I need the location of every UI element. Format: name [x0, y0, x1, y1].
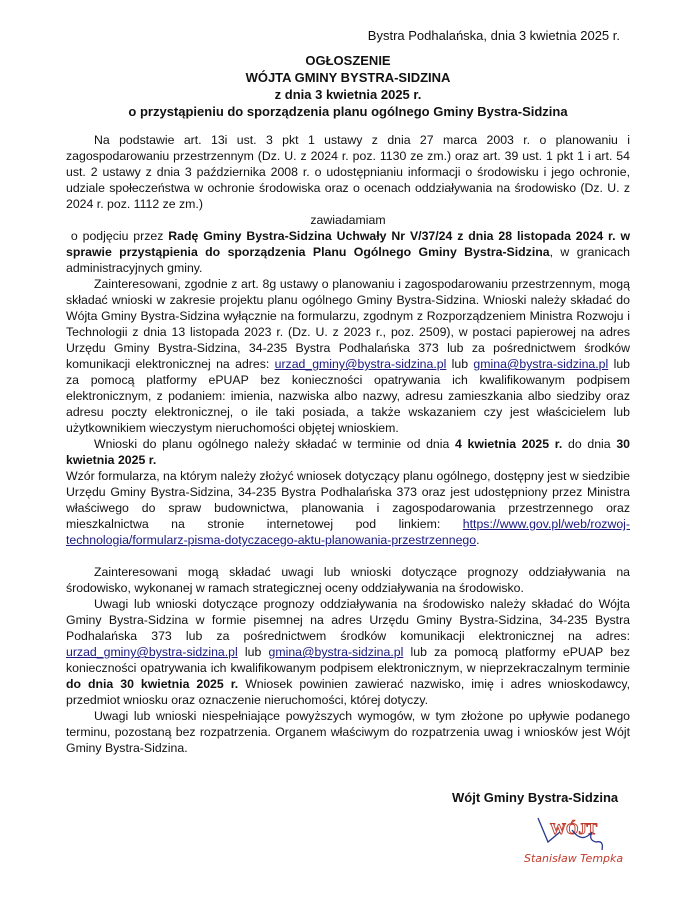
resolution-post: , w granicach administracyjnych gminy. — [66, 245, 631, 275]
forecast-or: lub — [237, 645, 269, 659]
email-link-gmina-2[interactable]: gmina@bystra-sidzina.pl — [268, 645, 404, 659]
notice-verb: zawiadamiam — [310, 213, 386, 227]
email-link-urzad[interactable]: urzad_gminy@bystra-sidzina.pl — [274, 357, 447, 371]
applications-text-2: lub za pomocą platformy ePUAP bez konieczności opatrywania ich kwalifikowanym podpisem elektronicznym, z podaniem: imienia, nazwiska albo nazwy, adresu zamieszkania albo siedziby oraz adresu poczty elektronicznej, o ile taki posiada, a także wskazaniem czy jest właścicielem lub użytkownikiem wieczystym nieruchomości objętej wnioskiem. — [66, 357, 630, 435]
header-date: z dnia 3 kwietnia 2025 r. — [274, 87, 422, 102]
legal-basis-paragraph: Na podstawie art. 13i ust. 3 pkt 1 ustawy z dnia 27 marca 2003 r. o planowaniu i zagospodarowaniu przestrzennym (Dz. U. z 2024 r. poz. 1130 ze zm.) oraz art. 39 ust. 1 pkt 1 i art. 54 ust. 2 ustawy z dnia 3 października 2008 r. o udostępnianiu informacji o środowisku i jego ochronie, udziale społeczeństwa w ochronie środowiska oraz o ocenach oddziaływania na środowisko (Dz. U. z 2024 r. poz. 1112 ze zm.) — [66, 133, 630, 211]
form-text: Wzór formularza, na którym należy złożyć wniosek dotyczący planu ogólnego, dostępny jest w siedzibie Urzędu Gminy Bystra-Sidzina, 34-235 Bystra Podhalańska 373 oraz jest udostępniony przez Ministra właściwego do spraw budownictwa, planowania i zagospodarowania przestrzennego oraz mieszkalnictwa na stronie internetowej pod linkiem: — [66, 469, 630, 531]
header-issuer: WÓJTA GMINY BYSTRA-SIDZINA — [245, 70, 451, 85]
email-link-urzad-2[interactable]: urzad_gminy@bystra-sidzina.pl — [66, 645, 238, 659]
applications-or: lub — [446, 357, 474, 371]
email-link-gmina[interactable]: gmina@bystra-sidzina.pl — [473, 357, 609, 371]
signer-title: Wójt Gminy Bystra-Sidzina — [452, 790, 619, 805]
deadline-paragraph — [66, 436, 630, 468]
deadline-end: 30 kwietnia 2025 r. — [66, 437, 630, 467]
document-header — [0, 52, 696, 120]
deadline-mid: do dnia — [562, 437, 617, 451]
applications-text-1: Zainteresowani, zgodnie z art. 8g ustawy o planowaniu i zagospodarowaniu przestrzennym, mogą składać wnioski w zakresie projektu planu ogólnego Gminy Bystra-Sidzina. Wnioski należy składać do Wójta Gminy Bystra-Sidzina wyłącznie na formularzu, zgodnym z Rozporządzeniem Ministra Rozwoju i Technologii z dnia 13 listopada 2023 r. (Dz. U. z 2023 r., poz. 2509), w postaci papierowej na adres Urzędu Gminy Bystra-Sidzina, 34-235 Bystra Podhalańska 373 lub za pośrednictwem środków komunikacji elektronicznej na adres: — [66, 277, 630, 371]
stamp-name: Stanisław Tempka — [524, 852, 624, 865]
forecast-deadline: do dnia 30 kwietnia 2025 r. — [66, 677, 239, 691]
rejection-paragraph: Uwagi lub wnioski niespełniające powyższych wymogów, w tym złożone po upływie podanego terminu, pozostaną bez rozpatrzenia. Organem właściwym do rozpatrzenia uwag i wniosków jest Wójt Gminy Bystra-Sidzina. — [66, 709, 630, 755]
applications-paragraph — [66, 276, 630, 436]
document-body — [66, 132, 630, 756]
form-end: . — [476, 533, 480, 547]
forecast-text-3: Wniosek powinien zawierać nazwisko, imię i adres wnioskodawcy, przedmiot wniosku oraz oznaczenie nieruchomości, której dotyczy. — [66, 677, 631, 707]
resolution-pre: o podjęciu przez — [70, 229, 169, 243]
deadline-pre: Wnioski do planu ogólnego należy składać w terminie od dnia — [94, 437, 456, 451]
resolution-paragraph — [66, 228, 630, 276]
resolution-title: Radę Gminy Bystra-Sidzina Uchwały Nr V/37/24 z dnia 28 listopada 2024 r. w sprawie przystąpienia do sporządzenia Planu Ogólnego Gminy Bystra-Sidzina — [66, 229, 631, 259]
signature-stamp — [520, 812, 650, 872]
forecast-text-2: lub za pomocą platformy ePUAP bez konieczności opatrywania ich kwalifikowanym podpisem elektronicznym, w nieprzekraczalnym terminie — [66, 645, 630, 675]
header-subject: o przystąpieniu do sporządzenia planu ogólnego Gminy Bystra-Sidzina — [128, 104, 568, 119]
stamp-graphic — [520, 812, 650, 872]
deadline-start: 4 kwietnia 2025 r. — [455, 437, 563, 451]
header-title: OGŁOSZENIE — [305, 53, 391, 68]
forecast-paragraph: Zainteresowani mogą składać uwagi lub wnioski dotyczące prognozy oddziaływania na środowisko, wykonanej w ramach strategicznej oceny oddziaływania na środowisko. — [66, 565, 630, 595]
form-url-link[interactable]: https://www.gov.pl/web/rozwoj-technologia/formularz-pisma-dotyczacego-aktu-planowania-przestrzennego — [66, 517, 630, 547]
forecast-submission-paragraph — [66, 596, 630, 708]
stamp-title: WÓJT — [550, 821, 598, 838]
forecast-text-1: Uwagi lub wnioski dotyczące prognozy oddziaływania na środowisko należy składać do Wójta Gminy Bystra-Sidzina w formie pisemnej na adres Urzędu Gminy Bystra-Sidzina, 34-235 Bystra Podhalańska 373 lub za pośrednictwem środków komunikacji elektronicznej na adres: — [66, 597, 630, 643]
form-paragraph — [66, 468, 630, 548]
place-and-date: Bystra Podhalańska, dnia 3 kwietnia 2025 r. — [367, 28, 620, 43]
